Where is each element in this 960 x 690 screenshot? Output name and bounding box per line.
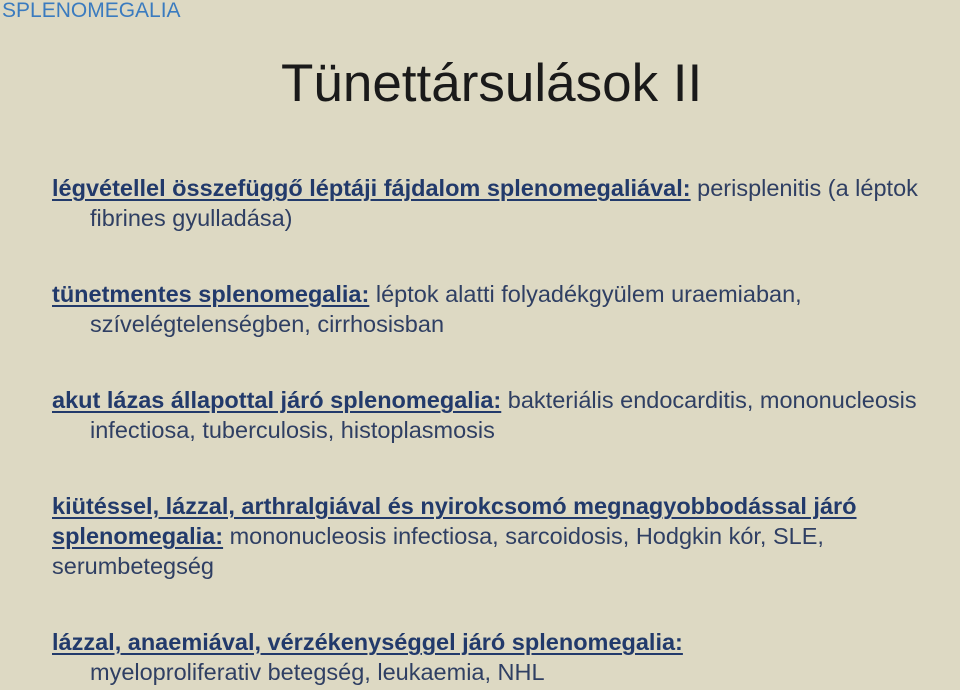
symptom-list [52, 173, 952, 687]
item-heading: tünetmentes splenomegalia: [52, 281, 370, 307]
item-heading: akut lázas állapottal járó splenomegalia: [52, 387, 502, 413]
item-heading: lázzal, anaemiával, vérzékenységgel járó splenomegalia: [52, 629, 683, 655]
item-text: perisplenitis (a léptok fibrines gyulladása) [90, 175, 918, 231]
item-heading: kiütéssel, lázzal, arthralgiával és nyirokcsomó megnagyobbodással járó splenomegalia: [52, 493, 857, 549]
section-label: SPLENOMEGALIA [2, 0, 181, 22]
item-heading: légvétellel összefüggő léptáji fájdalom splenomegaliával: [52, 175, 691, 201]
list-item [52, 279, 952, 339]
item-text: bakteriális endocarditis, mononucleosis infectiosa, tuberculosis, histoplasmosis [90, 387, 917, 443]
slide-title: Tünettársulások II [281, 54, 703, 113]
item-text: mononucleosis infectiosa, sarcoidosis, Hodgkin kór, SLE, serumbetegség [52, 523, 824, 579]
list-item [52, 627, 952, 687]
list-item [52, 491, 952, 581]
list-item [52, 385, 952, 445]
item-text: léptok alatti folyadékgyülem uraemiaban, szívelégtelenségben, cirrhosisban [90, 281, 802, 337]
list-item [52, 173, 952, 233]
item-text: myeloproliferativ betegség, leukaemia, NHL [90, 659, 545, 685]
